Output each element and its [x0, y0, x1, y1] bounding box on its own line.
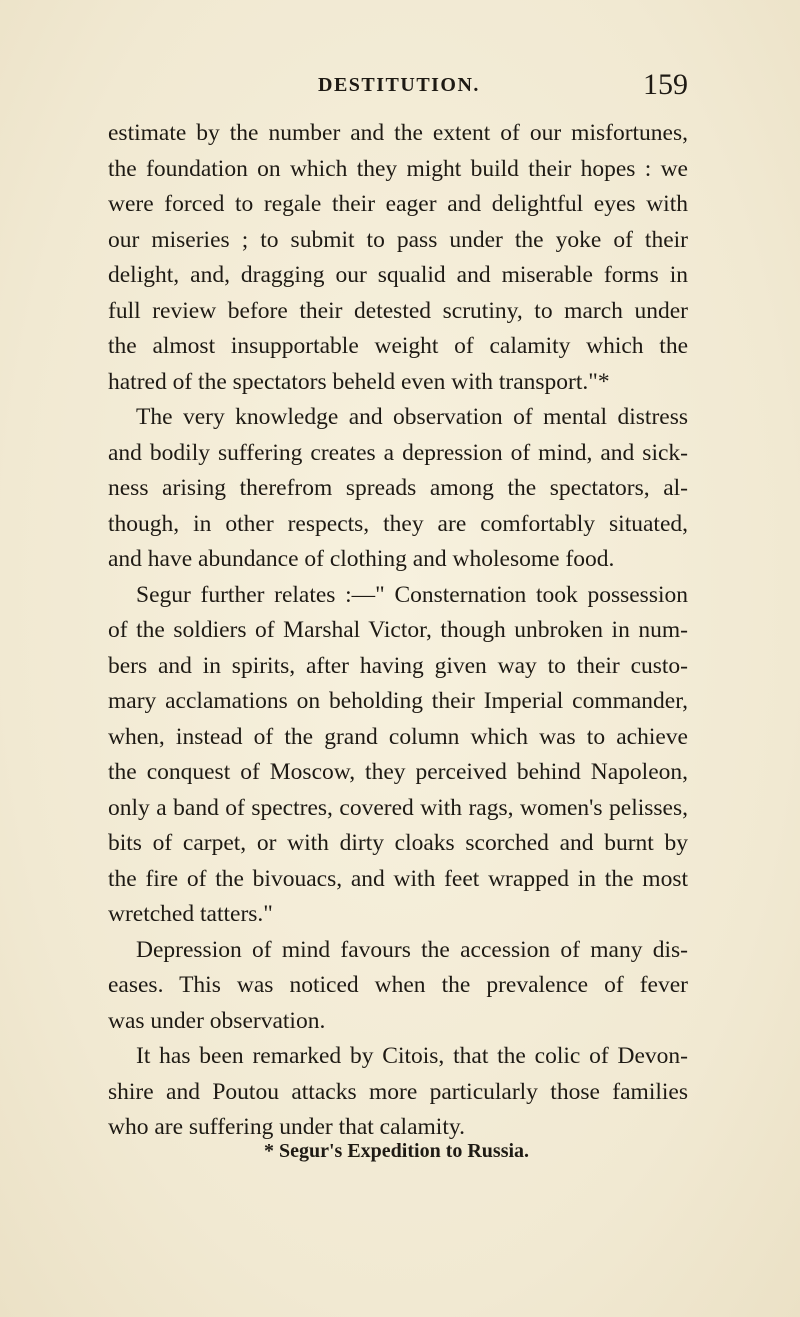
text-line: the foundation on which they might build their hopes : we: [108, 155, 688, 182]
text-line: were forced to regale their eager and delightful eyes with: [108, 191, 688, 217]
text-line: bers and in spirits, after having given way to their custo-: [108, 652, 688, 679]
footnote: * Segur's Expedition to Russia.: [264, 1140, 530, 1162]
text-line: estimate by the number and the extent of our misfortunes,: [108, 120, 688, 146]
text-line: eases. This was noticed when the prevalence of fever: [108, 972, 688, 998]
text-line: It has been remarked by Citois, that the colic of Devon-: [136, 1043, 688, 1069]
text-line: Segur further relates :—" Consternation took possession: [136, 581, 688, 608]
text-line: ness arising therefrom spreads among the spectators, al-: [108, 475, 688, 501]
text-line: delight, and, dragging our squalid and miserable forms in: [108, 262, 688, 288]
text-line: the conquest of Moscow, they perceived behind Napoleon,: [108, 759, 688, 785]
running-head: DESTITUTION.: [318, 74, 480, 96]
page-number: 159: [643, 68, 688, 101]
text-line: was under observation.: [108, 1007, 326, 1034]
text-line: the almost insupportable weight of calamity which the: [108, 333, 688, 359]
text-line: and bodily suffering creates a depression of mind, and sick-: [108, 439, 688, 466]
text-line: bits of carpet, or with dirty cloaks scorched and burnt by: [108, 830, 688, 856]
text-line: the fire of the bivouacs, and with feet wrapped in the most: [108, 865, 688, 892]
text-line: hatred of the spectators beheld even with transport."*: [108, 368, 610, 395]
text-line: when, instead of the grand column which was to achieve: [108, 723, 688, 750]
text-line: who are suffering under that calamity.: [108, 1114, 465, 1140]
text-line: full review before their detested scrutiny, to march under: [108, 297, 688, 324]
text-line: our miseries ; to submit to pass under the yoke of their: [108, 226, 688, 253]
text-line: wretched tatters.": [108, 901, 273, 927]
text-line: mary acclamations on beholding their Imperial commander,: [108, 688, 688, 714]
text-line: shire and Poutou attacks more particularly those families: [108, 1078, 688, 1105]
text-line: Depression of mind favours the accession of many dis-: [136, 936, 688, 963]
page-header: [0, 68, 800, 108]
text-line: of the soldiers of Marshal Victor, though unbroken in num-: [108, 617, 688, 643]
text-line: The very knowledge and observation of mental distress: [136, 404, 688, 430]
text-line: only a band of spectres, covered with rags, women's pelisses,: [108, 794, 688, 821]
body-text: [108, 116, 688, 1146]
text-line: though, in other respects, they are comfortably situated,: [108, 510, 688, 537]
text-line: and have abundance of clothing and wholesome food.: [108, 546, 615, 572]
